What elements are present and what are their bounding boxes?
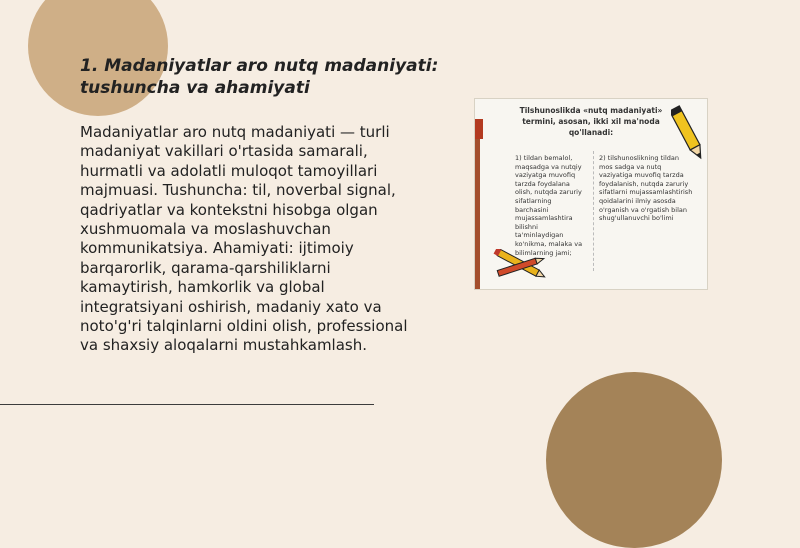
inset-point-2: 2) tilshunoslikning tildan mos sadga va nutq vaziyatiga muvofiq tarzda foydalanish, nutqda zaruriy sifatlarni mujassamlashtirish qoidalarini ilmiy asosda o'rganish va o'rgatish bilan shug'ullanuvchi bo'limi — [599, 154, 693, 223]
inset-heading: Tilshunoslikda «nutq madaniyati» termini, asosan, ikki xil ma'noda qo'llanadi: — [519, 106, 663, 137]
decorative-circle-bottom — [546, 372, 722, 548]
inset-point-1: 1) tildan bemalol, maqsadga va nutqiy vaziyatga muvofiq tarzda foydalana olish, nutqda zaruriy sifatlarning barchasini mujassamlashtira bilishni ta'minlaydigan ko'nikma, malaka va bilimlarning jami; — [515, 154, 583, 257]
inset-red-tab — [475, 119, 483, 139]
inset-slide-image — [474, 98, 708, 290]
crossed-pencils-icon — [489, 249, 553, 283]
inset-left-bar — [475, 139, 480, 289]
slide-title: 1. Madaniyatlar aro nutq madaniyati: tushuncha va ahamiyati — [80, 56, 439, 98]
inset-column-divider — [593, 151, 594, 271]
pencil-icon — [671, 101, 705, 165]
divider-line — [0, 404, 374, 405]
slide-body-text: Madaniyatlar aro nutq madaniyati — turli madaniyat vakillari o'rtasida samarali, hurmatli va adolatli muloqot tamoyillari majmuasi. Tushuncha: til, noverbal signal, qadriyatlar va kontekstni hisobga olgan xushmuomala va moslashuvchan kommunikatsiya. Ahamiyati: ijtimoiy barqarorlik, qarama-qarshiliklarni kamaytirish, hamkorlik va global integratsiyani oshirish, madaniy xato va noto'g'ri talqinlarni oldini olish, professional va shaxsiy aloqalarni mustahkamlash. — [80, 123, 408, 355]
